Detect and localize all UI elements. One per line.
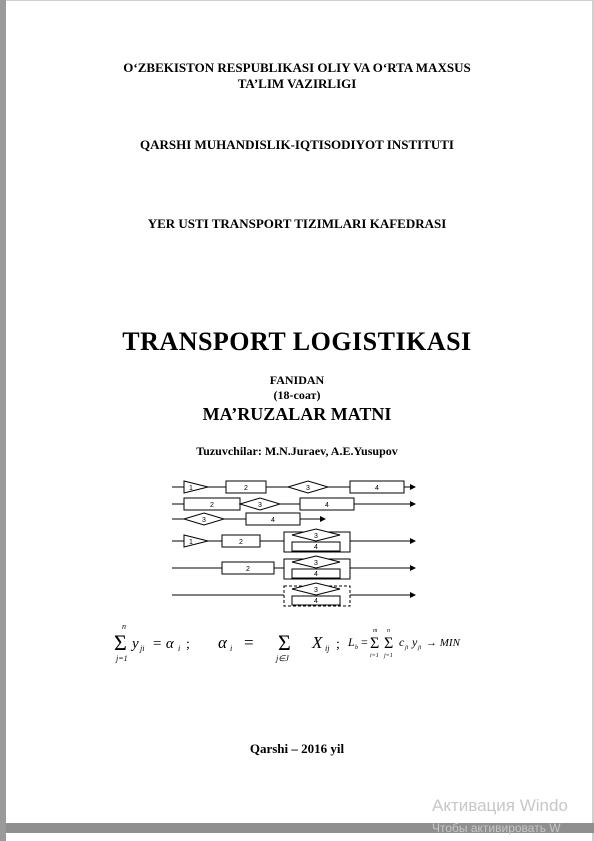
sum-lower-limit: i=1 [370,653,379,659]
formula-block [112,622,492,666]
sum-sign: Σ [278,630,291,655]
formula-subscript: ji [405,645,409,651]
arrow-head [410,565,416,571]
formula-variable: c [399,635,405,649]
node-label: 4 [325,502,329,509]
node-label: 4 [375,485,379,492]
node-label: 2 [246,566,250,573]
formula-equals: = [361,635,368,649]
formula-variable: L [348,635,355,649]
node-label: 3 [314,560,318,567]
department-name: YER USTI TRANSPORT TIZIMLARI KAFEDRASI [147,216,447,231]
node-label: 3 [314,533,318,540]
formula-separator: ; [336,637,340,652]
formula-subscript: i [230,644,233,653]
hours-label: (18-соат) [273,388,321,402]
node-label: 1 [189,485,193,492]
node-label: 4 [271,517,275,524]
place-and-year: Qarshi – 2016 yil [249,741,345,756]
formula-separator: ; [186,637,190,652]
node-label: 2 [239,539,243,546]
triangle-node [184,481,208,493]
sum-lower-limit: j∈J [276,654,289,663]
formula-subscript: b [355,645,358,651]
windows-activation-hint: Чтобы активировать W [432,821,561,835]
node-label: 2 [210,502,214,509]
sum-upper-limit: n [387,628,390,634]
institute-name: QARSHI MUHANDISLIK-IQTISODIYOT INSTITUTI [139,137,454,152]
formula-subscript: ij [325,644,330,653]
sum-upper-limit: m [373,628,378,634]
formula-subscript: i [178,644,181,653]
sum-sign: Σ [384,635,394,652]
document-title: TRANSPORT LOGISTIKASI [122,327,472,356]
arrow-head [410,592,416,598]
node-label: 3 [202,517,206,524]
sum-upper-limit: n [122,622,126,631]
formula-variable: X [312,633,323,652]
formula-variable: y [132,636,139,652]
ministry-line-1: O‘ZBEKISTON RESPUBLIKASI OLIY VA O‘RTA MAXSUS [123,60,471,75]
node-label: 4 [314,598,318,605]
node-label: 2 [244,485,248,492]
node-label: 1 [189,539,193,546]
sum-sign: Σ [114,630,127,655]
document-type: MA’RUZALAR MATNI [202,404,392,424]
ministry-line-2: TA’LIM VAZIRLIGI [237,76,357,91]
logistics-flow-diagram [170,478,420,608]
formula-objective: → MIN [426,637,460,649]
node-label: 3 [306,485,310,492]
formula-variable: α [218,633,227,652]
windows-activation-watermark: Активация Windo [432,796,568,815]
node-label: 3 [258,502,262,509]
formula-subscript: ji [140,644,145,653]
node-label: 3 [314,587,318,594]
formula-equals: = [244,633,254,652]
formula-variable: y [412,635,418,649]
authors-line: Tuzuvchilar: M.N.Juraev, A.E.Yusupov [196,444,398,458]
node-label: 4 [314,571,318,578]
arrow-head [410,484,416,490]
arrow-head [320,516,326,522]
formula-subscript: ji [418,645,422,651]
sum-lower-limit: j=1 [384,653,393,659]
formula-rhs: = α [152,636,174,652]
triangle-node [184,535,208,547]
sum-sign: Σ [370,635,380,652]
arrow-head [410,501,416,507]
arrow-head [410,538,416,544]
sum-lower-limit: j=1 [116,654,128,663]
subject-label: FANIDAN [269,373,325,387]
node-label: 4 [314,544,318,551]
